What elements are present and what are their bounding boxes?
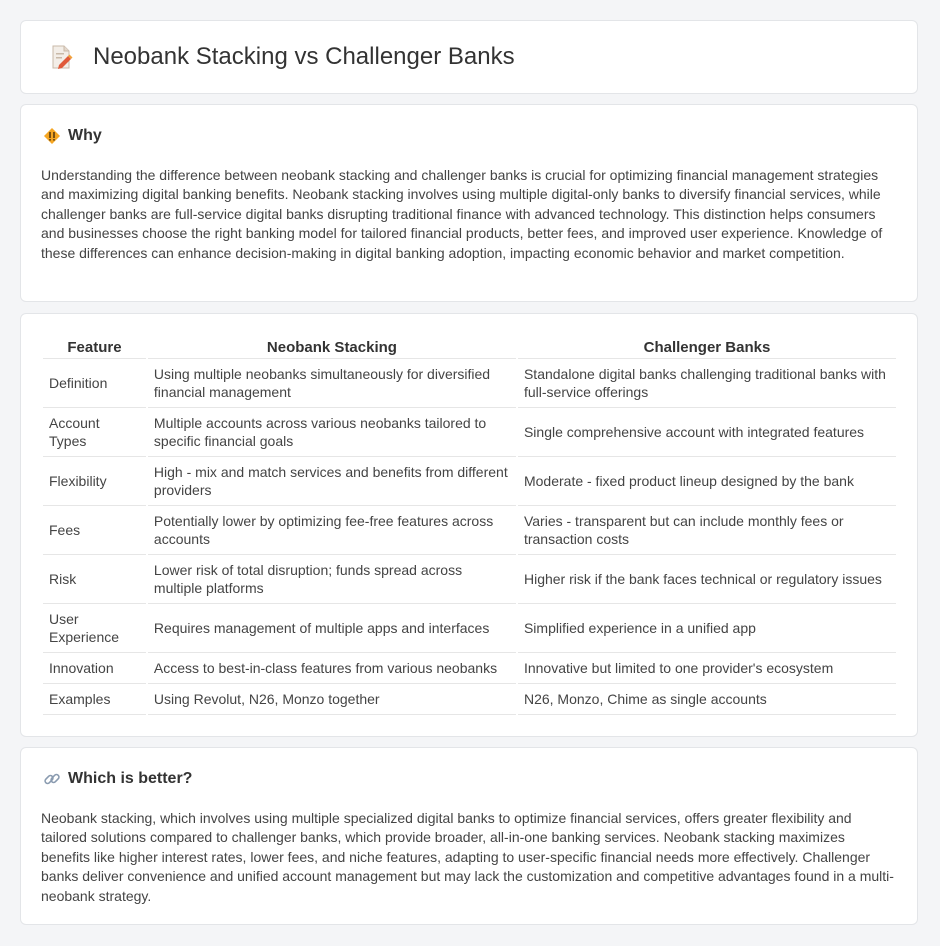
title-row — [47, 43, 515, 71]
better-heading — [43, 770, 192, 788]
why-heading — [43, 127, 102, 145]
row-challenger-value: Moderate - fixed product lineup designed by the bank — [518, 457, 896, 506]
row-feature: Flexibility — [43, 457, 146, 506]
which-is-better-card — [20, 747, 918, 925]
row-feature: Definition — [43, 359, 146, 408]
diamond-warning-icon — [43, 127, 61, 145]
row-feature: User Experience — [43, 604, 146, 653]
table-header-row — [43, 336, 896, 359]
better-text: Neobank stacking, which involves using multiple specialized digital banks to optimize financial services, offers greater flexibility and tailored solutions compared to challenger banks, which provide broader, all-in-one banking services. Neobank stacking maximizes benefits like higher interest rates, lower fees, and niche features, adapting to user-specific financial needs more effectively. Challenger banks deliver convenience and unified account management but may lack the customization and competitive advantages found in a multi-neobank strategy. — [41, 810, 894, 904]
better-title: Which is better? — [68, 770, 193, 787]
page-title: Neobank Stacking vs Challenger Banks — [93, 43, 515, 70]
row-challenger-value: Higher risk if the bank faces technical or regulatory issues — [518, 555, 896, 604]
table-row — [43, 506, 896, 555]
why-card — [20, 104, 918, 302]
row-neobank-value: Multiple accounts across various neobanks tailored to specific financial goals — [148, 408, 516, 457]
document-pencil-icon — [47, 43, 75, 71]
row-challenger-value: Varies - transparent but can include monthly fees or transaction costs — [518, 506, 896, 555]
row-neobank-value: High - mix and match services and benefits from different providers — [148, 457, 516, 506]
row-feature: Fees — [43, 506, 146, 555]
row-feature: Account Types — [43, 408, 146, 457]
comparison-table — [41, 336, 898, 715]
row-feature: Innovation — [43, 653, 146, 684]
table-row — [43, 604, 896, 653]
why-title: Why — [68, 127, 102, 144]
row-neobank-value: Using multiple neobanks simultaneously for diversified financial management — [148, 359, 516, 408]
table-row — [43, 555, 896, 604]
table-row — [43, 653, 896, 684]
row-neobank-value: Using Revolut, N26, Monzo together — [148, 684, 516, 715]
row-neobank-value: Requires management of multiple apps and interfaces — [148, 604, 516, 653]
row-challenger-value: Standalone digital banks challenging traditional banks with full-service offerings — [518, 359, 896, 408]
row-neobank-value: Potentially lower by optimizing fee-free features across accounts — [148, 506, 516, 555]
row-challenger-value: N26, Monzo, Chime as single accounts — [518, 684, 896, 715]
header-card — [20, 20, 918, 94]
row-challenger-value: Innovative but limited to one provider's ecosystem — [518, 653, 896, 684]
why-text: Understanding the difference between neobank stacking and challenger banks is crucial for optimizing financial management strategies and maximizing digital banking benefits. Neobank stacking involves using multiple digital-only banks to diversify financial services, while challenger banks are full-service digital banks disrupting traditional finance with advanced technology. This distinction helps consumers and businesses choose the right banking model for tailored financial products, better fees, and improved user experience. Knowledge of these differences can enhance decision-making in digital banking adoption, impacting economic behavior and market competition. — [41, 167, 883, 261]
table-row — [43, 359, 896, 408]
link-icon — [43, 770, 61, 788]
header-challenger-banks: Challenger Banks — [518, 336, 896, 359]
table-row — [43, 684, 896, 715]
row-feature: Examples — [43, 684, 146, 715]
row-feature: Risk — [43, 555, 146, 604]
header-feature: Feature — [43, 336, 146, 359]
row-challenger-value: Simplified experience in a unified app — [518, 604, 896, 653]
table-row — [43, 457, 896, 506]
row-neobank-value: Access to best-in-class features from various neobanks — [148, 653, 516, 684]
row-challenger-value: Single comprehensive account with integrated features — [518, 408, 896, 457]
comparison-table-card — [20, 313, 918, 737]
header-neobank-stacking: Neobank Stacking — [148, 336, 516, 359]
row-neobank-value: Lower risk of total disruption; funds spread across multiple platforms — [148, 555, 516, 604]
table-row — [43, 408, 896, 457]
